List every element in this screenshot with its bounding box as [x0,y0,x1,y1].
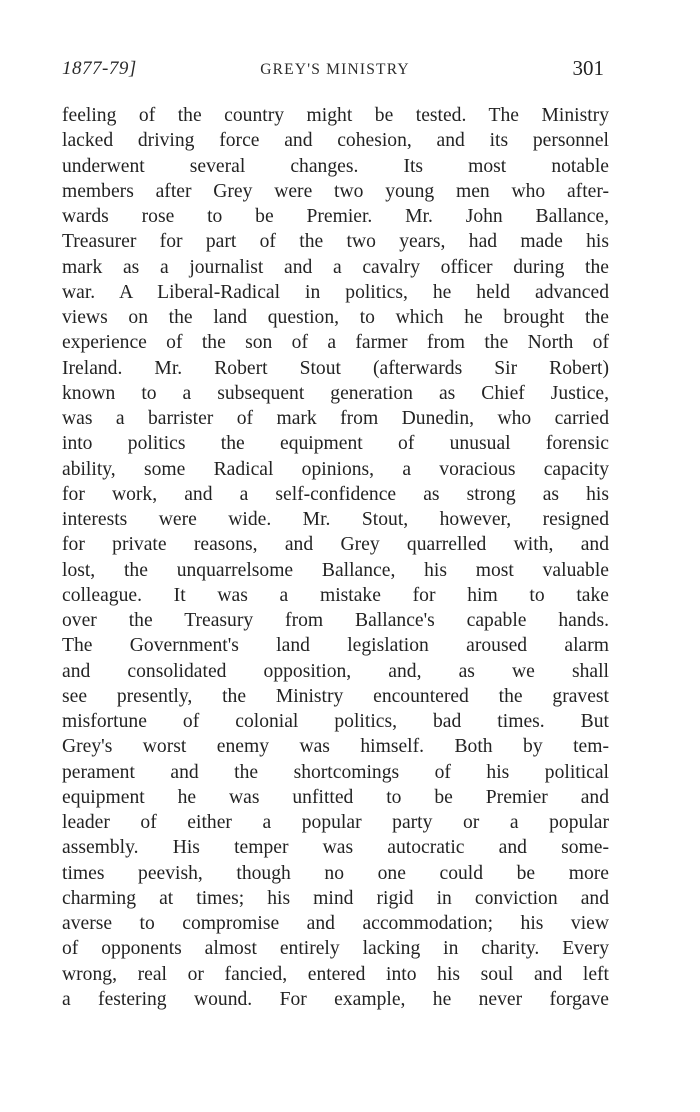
text-line: was a barrister of mark from Dunedin, who carried [62,408,609,429]
page-number: 301 [572,56,604,80]
text-line: interests were wide. Mr. Stout, however, resigned [62,509,609,530]
body-paragraph [62,103,609,1012]
text-line: equipment he was unfitted to be Premier and [62,786,609,808]
text-line: misfortune of colonial politics, bad times. But [62,711,609,732]
text-line: times peevish, though no one could be more [62,862,609,884]
text-line: assembly. His temper was autocratic and some- [62,837,609,859]
text-line: wrong, real or fancied, entered into his soul and left [62,963,609,985]
running-head-title: GREY'S MINISTRY [260,61,410,78]
text-line: members after Grey were two young men who after- [62,180,609,202]
text-line: and consolidated opposition, and, as we shall [62,660,609,682]
text-line: a festering wound. For example, he never forgave [62,988,609,1010]
text-line: averse to compromise and accommodation; his view [62,913,609,934]
text-line: of opponents almost entirely lacking in charity. Every [62,938,609,960]
text-line: ability, some Radical opinions, a voracious capacity [62,458,609,480]
text-line: for work, and a self-confidence as strong as his [62,483,609,505]
text-line: for private reasons, and Grey quarrelled with, and [62,534,609,556]
running-head [62,58,608,84]
text-line: leader of either a popular party or a popular [62,812,609,833]
text-line: colleague. It was a mistake for him to take [62,584,609,606]
text-line: known to a subsequent generation as Chief Justice, [62,382,609,404]
text-line: mark as a journalist and a cavalry officer during the [62,256,609,278]
text-line: charming at times; his mind rigid in conviction and [62,887,609,909]
running-head-date-range: 1877-79] [62,58,137,79]
text-line: views on the land question, to which he brought the [62,307,609,328]
text-line: underwent several changes. Its most notable [62,155,609,177]
text-line: wards rose to be Premier. Mr. John Ballance, [62,206,609,227]
text-line: over the Treasury from Ballance's capable hands. [62,610,609,631]
text-line: lacked driving force and cohesion, and its personnel [62,130,609,152]
text-line: lost, the unquarrelsome Ballance, his most valuable [62,559,609,581]
text-line: perament and the shortcomings of his political [62,761,609,783]
text-line: into politics the equipment of unusual forensic [62,433,609,455]
text-line: Treasurer for part of the two years, had made his [62,231,609,253]
text-line: experience of the son of a farmer from the North of [62,332,609,354]
text-line: war. A Liberal-Radical in politics, he held advanced [62,281,609,303]
text-line: The Government's land legislation aroused alarm [62,635,609,657]
text-line: feeling of the country might be tested. The Ministry [62,105,609,126]
text-line: see presently, the Ministry encountered the gravest [62,685,609,707]
text-line: Grey's worst enemy was himself. Both by tem- [62,736,609,758]
text-line: Ireland. Mr. Robert Stout (afterwards Sir Robert) [62,357,609,379]
